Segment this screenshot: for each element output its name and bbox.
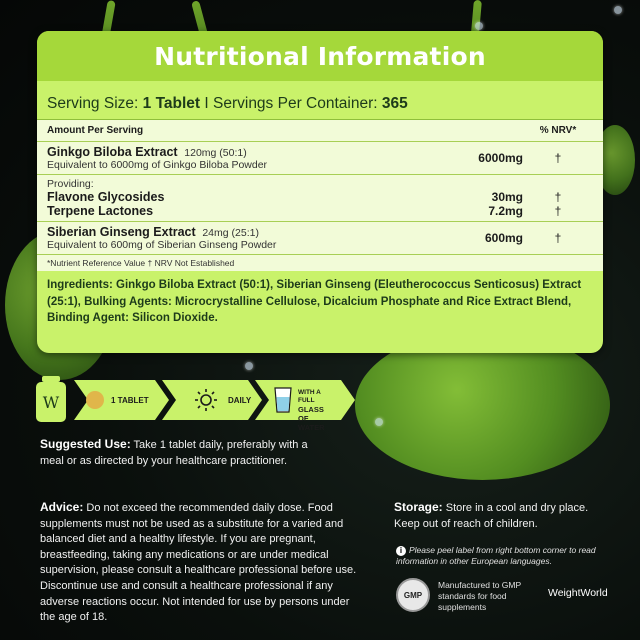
tablet-icon — [86, 391, 104, 409]
step-water-label: WITH A FULL GLASS OF WATER — [298, 389, 325, 432]
table-row — [37, 222, 603, 255]
brand-logo: WeightWorld — [548, 587, 608, 599]
ingredient-nrv: † — [554, 151, 562, 165]
ingredient-dose: 120mg (50:1) — [184, 147, 247, 159]
advice — [40, 499, 358, 626]
servings-per-container-value: 365 — [381, 95, 408, 112]
step-daily-label: DAILY — [228, 396, 252, 405]
page-title: Nutritional Information — [154, 41, 486, 71]
step-tablet-label: 1 TABLET — [111, 396, 149, 405]
storage-label: Storage: — [394, 500, 443, 514]
ingredient-dose: 24mg (25:1) — [202, 227, 259, 239]
water-drop — [375, 418, 383, 426]
ingredient-name: Terpene Lactones — [47, 204, 154, 218]
usage-strip — [34, 370, 334, 432]
header-nrv: % NRV* — [539, 125, 577, 136]
suggested-use-label: Suggested Use: — [40, 437, 131, 451]
ingredient-nrv: † — [554, 231, 562, 245]
bottle-icon — [34, 376, 68, 422]
ingredient-equivalent: Equivalent to 6000mg of Ginkgo Biloba Powder — [47, 159, 268, 171]
servings-per-container-label: Servings Per Container: — [213, 95, 378, 112]
advice-text: Do not exceed the recommended daily dose. Food supplements must not be used as a substitute for a varied and balanced diet and a healthy lifestyle. If you are pregnant, breastfeeding, taking any medications or are under medical supervision, please consult a healthcare professional before use. Discontinue use and consult a healthcare professional if any adverse reactions occur. Not intended for use by persons under the age of 18. — [40, 502, 357, 624]
nutrition-table — [37, 120, 603, 271]
table-row — [37, 175, 603, 222]
storage — [394, 499, 614, 532]
suggested-use — [40, 436, 320, 469]
water-drop — [245, 362, 253, 370]
water-drop — [614, 6, 622, 14]
serving-size-value: 1 Tablet — [142, 95, 201, 112]
suggested-use-text: Take 1 tablet daily, preferably with a meal or as directed by your healthcare practitioner. — [40, 439, 308, 467]
info-icon: i — [396, 546, 406, 556]
table-row — [37, 142, 603, 175]
ingredient-equivalent: Equivalent to 600mg of Siberian Ginseng Powder — [47, 239, 277, 251]
ingredient-amount: 30mg — [491, 190, 523, 204]
nutrition-panel — [37, 31, 603, 353]
ingredient-nrv: † — [554, 190, 562, 204]
serving-info — [37, 81, 603, 120]
ingredient-nrv: † — [554, 204, 562, 218]
table-header-row — [37, 120, 603, 142]
ingredient-name: Siberian Ginseng Extract — [47, 225, 196, 239]
ingredient-name: Flavone Glycosides — [47, 190, 165, 204]
ingredient-amount: 600mg — [484, 231, 523, 245]
gmp-badge-icon: GMP — [396, 578, 430, 612]
providing-label: Providing: — [47, 178, 94, 190]
header-amount: Amount Per Serving — [47, 125, 144, 136]
table-footnote: *Nutrient Reference Value † NRV Not Established — [47, 258, 235, 268]
ingredients-text: Ingredients: Ginkgo Biloba Extract (50:1), Siberian Ginseng (Eleutherococcus Senticosus) Extract (25:1), Bulking Agents: Microcrystalline Cellulose, Dicalcium Phosphate and Rice Extract Blend, Binding Agent: Silicon Dioxide. — [47, 279, 582, 325]
ingredient-name: Ginkgo Biloba Extract — [47, 145, 178, 159]
ingredient-amount: 6000mg — [478, 151, 523, 165]
serving-separator: I — [204, 95, 209, 112]
advice-label: Advice: — [40, 500, 84, 514]
gmp-text: Manufactured to GMP standards for food supplements — [438, 580, 521, 613]
serving-size-label: Serving Size: — [47, 95, 139, 112]
water-drop — [475, 22, 483, 30]
panel-header — [37, 31, 603, 81]
peel-label-note: i Please peel label from right bottom corner to read information in other European languages. — [396, 545, 596, 567]
sun-icon — [194, 388, 218, 412]
ingredient-amount: 7.2mg — [488, 204, 523, 218]
glass-icon — [274, 387, 292, 413]
storage-text: Store in a cool and dry place. Keep out of reach of children. — [394, 502, 589, 530]
svg-text:W: W — [42, 393, 60, 412]
